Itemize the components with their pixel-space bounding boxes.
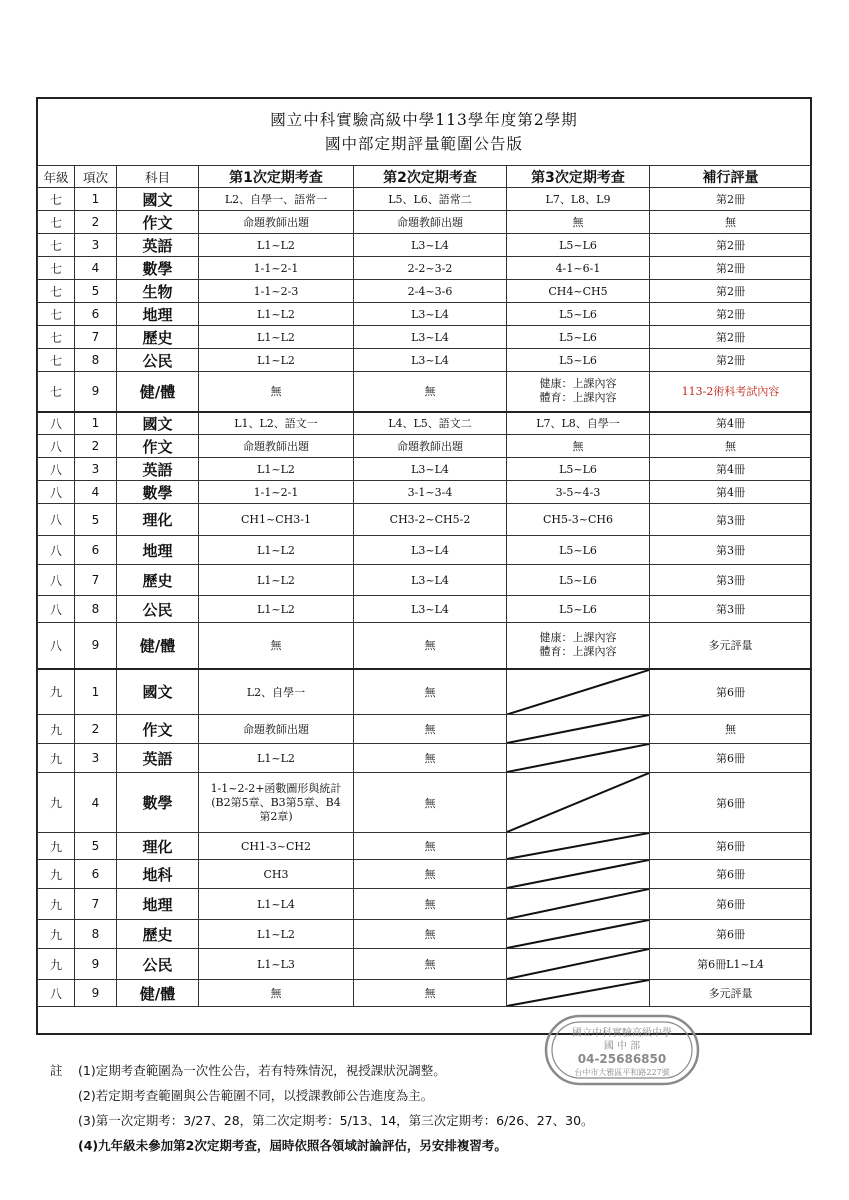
cell-exam-2: 無 bbox=[354, 715, 507, 744]
cell-item: 8 bbox=[75, 920, 117, 949]
table-row bbox=[38, 669, 812, 715]
cell-exam-3: L5~L6 bbox=[507, 536, 650, 565]
cell-grade: 八 bbox=[38, 536, 75, 565]
cell-grade: 八 bbox=[38, 980, 75, 1007]
cell-item: 3 bbox=[75, 458, 117, 481]
cell-grade: 八 bbox=[38, 435, 75, 458]
cell-exam-1-line: 第2章) bbox=[259, 809, 293, 823]
note-4: (4)九年級未參加第2次定期考查，屆時依照各領域討論評估，另安排複習考。 bbox=[78, 1138, 507, 1153]
cell-exam-3: L5~L6 bbox=[507, 596, 650, 623]
table-row bbox=[38, 211, 812, 234]
cell-exam-2: CH3-2~CH5-2 bbox=[354, 504, 507, 536]
cell-subject: 數學 bbox=[117, 773, 199, 833]
table-row bbox=[38, 303, 812, 326]
cell-exam-1-line: (B2第5章、B3第5章、B4 bbox=[211, 795, 341, 809]
cell-exam-1: CH1-3~CH2 bbox=[199, 833, 354, 860]
cell-grade: 八 bbox=[38, 481, 75, 504]
cell-makeup: 第3冊 bbox=[650, 536, 812, 565]
cell-exam-1: L1~L4 bbox=[199, 889, 354, 920]
cell-exam-2: L3~L4 bbox=[354, 565, 507, 596]
cell-exam-1: 1-1~2-3 bbox=[199, 280, 354, 303]
header-grade: 年級 bbox=[38, 166, 75, 188]
table-row bbox=[38, 920, 812, 949]
cell-subject: 理化 bbox=[117, 833, 199, 860]
cell-exam-2: 命題教師出題 bbox=[354, 211, 507, 234]
cell-exam-3: L5~L6 bbox=[507, 458, 650, 481]
table-row bbox=[38, 744, 812, 773]
cell-item: 4 bbox=[75, 257, 117, 280]
cell-exam-3: L5~L6 bbox=[507, 349, 650, 372]
table-row bbox=[38, 349, 812, 372]
table-row bbox=[38, 435, 812, 458]
cell-grade: 八 bbox=[38, 565, 75, 596]
cell-item: 5 bbox=[75, 280, 117, 303]
cell-item: 1 bbox=[75, 412, 117, 435]
cell-exam-3: CH5-3~CH6 bbox=[507, 504, 650, 536]
header-row bbox=[38, 166, 812, 188]
cell-grade: 九 bbox=[38, 773, 75, 833]
cell-exam-1: L1~L2 bbox=[199, 744, 354, 773]
cell-exam-2: L3~L4 bbox=[354, 458, 507, 481]
cell-grade: 八 bbox=[38, 458, 75, 481]
cell-item: 1 bbox=[75, 669, 117, 715]
cell-makeup: 第2冊 bbox=[650, 280, 812, 303]
cell-grade: 九 bbox=[38, 860, 75, 889]
cell-subject: 歷史 bbox=[117, 565, 199, 596]
cell-makeup: 多元評量 bbox=[650, 980, 812, 1007]
cell-grade: 七 bbox=[38, 188, 75, 211]
cell-exam-1: L1~L2 bbox=[199, 458, 354, 481]
cell-item: 7 bbox=[75, 889, 117, 920]
table-row bbox=[38, 715, 812, 744]
cell-item: 1 bbox=[75, 188, 117, 211]
cell-item: 3 bbox=[75, 234, 117, 257]
cell-makeup: 第4冊 bbox=[650, 481, 812, 504]
cell-exam-3-slashed bbox=[507, 920, 650, 949]
cell-grade: 七 bbox=[38, 372, 75, 412]
cell-exam-1: L1~L2 bbox=[199, 234, 354, 257]
cell-exam-1: L2、自學一、語常一 bbox=[199, 188, 354, 211]
table-row bbox=[38, 326, 812, 349]
cell-exam-2: 無 bbox=[354, 623, 507, 669]
cell-exam-3-line: 體育：上課內容 bbox=[539, 645, 617, 659]
cell-exam-1: 1-1~2-1 bbox=[199, 481, 354, 504]
cell-exam-1: CH1~CH3-1 bbox=[199, 504, 354, 536]
cell-exam-3: 3-5~4-3 bbox=[507, 481, 650, 504]
cell-item: 2 bbox=[75, 715, 117, 744]
table-row bbox=[38, 188, 812, 211]
cell-exam-3: CH4~CH5 bbox=[507, 280, 650, 303]
cell-makeup: 第2冊 bbox=[650, 257, 812, 280]
cell-exam-3-slashed bbox=[507, 773, 650, 833]
cell-exam-1: 命題教師出題 bbox=[199, 435, 354, 458]
table-row bbox=[38, 536, 812, 565]
page-title bbox=[38, 99, 810, 165]
cell-subject: 作文 bbox=[117, 715, 199, 744]
table-row bbox=[38, 773, 812, 833]
cell-item: 3 bbox=[75, 744, 117, 773]
cell-exam-1: 無 bbox=[199, 623, 354, 669]
table-row bbox=[38, 833, 812, 860]
cell-exam-3 bbox=[507, 623, 650, 669]
cell-makeup: 無 bbox=[650, 211, 812, 234]
cell-exam-3: L7、L8、L9 bbox=[507, 188, 650, 211]
cell-grade: 八 bbox=[38, 623, 75, 669]
cell-subject: 健/體 bbox=[117, 372, 199, 412]
cell-grade: 九 bbox=[38, 920, 75, 949]
table-row bbox=[38, 280, 812, 303]
cell-exam-3-slashed bbox=[507, 889, 650, 920]
cell-exam-3: 4-1~6-1 bbox=[507, 257, 650, 280]
cell-exam-3: L5~L6 bbox=[507, 326, 650, 349]
cell-makeup: 第3冊 bbox=[650, 565, 812, 596]
cell-exam-2: L4、L5、語文二 bbox=[354, 412, 507, 435]
cell-subject: 地理 bbox=[117, 889, 199, 920]
cell-exam-1: L1~L2 bbox=[199, 303, 354, 326]
cell-exam-1: 命題教師出題 bbox=[199, 715, 354, 744]
stamp-bottom: 台中市大雅區平和路227號 bbox=[574, 1068, 670, 1077]
cell-subject: 國文 bbox=[117, 188, 199, 211]
cell-subject: 公民 bbox=[117, 349, 199, 372]
table-row bbox=[38, 458, 812, 481]
cell-exam-2: L3~L4 bbox=[354, 536, 507, 565]
cell-exam-2: 2-2~3-2 bbox=[354, 257, 507, 280]
cell-subject: 健/體 bbox=[117, 980, 199, 1007]
cell-exam-3-slashed bbox=[507, 669, 650, 715]
cell-subject: 地理 bbox=[117, 303, 199, 326]
cell-subject: 健/體 bbox=[117, 623, 199, 669]
cell-item: 4 bbox=[75, 773, 117, 833]
cell-item: 9 bbox=[75, 623, 117, 669]
header-subject: 科目 bbox=[117, 166, 199, 188]
cell-exam-3-slashed bbox=[507, 833, 650, 860]
cell-grade: 八 bbox=[38, 596, 75, 623]
cell-subject: 作文 bbox=[117, 435, 199, 458]
cell-exam-2: 無 bbox=[354, 889, 507, 920]
cell-exam-3: L5~L6 bbox=[507, 303, 650, 326]
cell-exam-3-line: 健康：上課內容 bbox=[539, 631, 617, 645]
cell-makeup: 第2冊 bbox=[650, 349, 812, 372]
stamp-top: 國立中科實驗高級中學 bbox=[572, 1028, 672, 1039]
cell-item: 9 bbox=[75, 372, 117, 412]
cell-makeup: 第6冊 bbox=[650, 889, 812, 920]
cell-subject: 英語 bbox=[117, 744, 199, 773]
cell-grade: 九 bbox=[38, 833, 75, 860]
cell-exam-2: 3-1~3-4 bbox=[354, 481, 507, 504]
notes-label: 註 bbox=[50, 1063, 63, 1078]
cell-exam-2: 無 bbox=[354, 860, 507, 889]
header-exam-1: 第1次定期考查 bbox=[199, 166, 354, 188]
table-row bbox=[38, 504, 812, 536]
cell-exam-1: 命題教師出題 bbox=[199, 211, 354, 234]
cell-makeup: 第3冊 bbox=[650, 596, 812, 623]
cell-makeup: 第6冊 bbox=[650, 773, 812, 833]
table-row bbox=[38, 412, 812, 435]
cell-exam-2: L3~L4 bbox=[354, 303, 507, 326]
cell-grade: 七 bbox=[38, 303, 75, 326]
cell-grade: 七 bbox=[38, 211, 75, 234]
note-3: (3)第一次定期考：3/27、28，第二次定期考：5/13、14，第三次定期考：6/26、27、30。 bbox=[78, 1113, 594, 1128]
header-item: 項次 bbox=[75, 166, 117, 188]
cell-item: 6 bbox=[75, 860, 117, 889]
cell-makeup: 無 bbox=[650, 715, 812, 744]
cell-makeup: 第4冊 bbox=[650, 412, 812, 435]
title-line-2: 國中部定期評量範圍公告版 bbox=[324, 135, 523, 153]
cell-grade: 九 bbox=[38, 715, 75, 744]
cell-exam-3-slashed bbox=[507, 860, 650, 889]
cell-makeup: 第6冊 bbox=[650, 669, 812, 715]
cell-exam-1: CH3 bbox=[199, 860, 354, 889]
cell-exam-1 bbox=[199, 773, 354, 833]
title-line-1: 國立中科實驗高級中學113學年度第2學期 bbox=[270, 111, 578, 129]
cell-exam-2: 無 bbox=[354, 669, 507, 715]
cell-subject: 國文 bbox=[117, 669, 199, 715]
cell-exam-3: 無 bbox=[507, 211, 650, 234]
header-exam-3: 第3次定期考查 bbox=[507, 166, 650, 188]
cell-exam-2: 無 bbox=[354, 773, 507, 833]
header-exam-2: 第2次定期考查 bbox=[354, 166, 507, 188]
cell-exam-2: 無 bbox=[354, 920, 507, 949]
table-row bbox=[38, 257, 812, 280]
table-row bbox=[38, 623, 812, 669]
table-row bbox=[38, 565, 812, 596]
cell-exam-2: 無 bbox=[354, 372, 507, 412]
cell-makeup: 無 bbox=[650, 435, 812, 458]
cell-grade: 九 bbox=[38, 949, 75, 980]
table-row bbox=[38, 949, 812, 980]
cell-exam-1: L1、L2、語文一 bbox=[199, 412, 354, 435]
cell-subject: 地理 bbox=[117, 536, 199, 565]
cell-makeup: 第3冊 bbox=[650, 504, 812, 536]
cell-exam-1: 無 bbox=[199, 980, 354, 1007]
cell-item: 2 bbox=[75, 435, 117, 458]
cell-subject: 英語 bbox=[117, 458, 199, 481]
cell-grade: 七 bbox=[38, 234, 75, 257]
cell-grade: 七 bbox=[38, 326, 75, 349]
cell-exam-2: 無 bbox=[354, 744, 507, 773]
cell-exam-3-slashed bbox=[507, 744, 650, 773]
cell-exam-1: L1~L2 bbox=[199, 536, 354, 565]
cell-exam-1: L2、自學一 bbox=[199, 669, 354, 715]
stamp-dept: 國 中 部 bbox=[603, 1041, 641, 1052]
cell-exam-2: L3~L4 bbox=[354, 326, 507, 349]
cell-exam-3-line: 體育：上課內容 bbox=[539, 391, 617, 405]
table-row bbox=[38, 980, 812, 1007]
cell-exam-2: 無 bbox=[354, 833, 507, 860]
cell-exam-1: L1~L2 bbox=[199, 349, 354, 372]
cell-exam-2: L5、L6、語常二 bbox=[354, 188, 507, 211]
cell-grade: 九 bbox=[38, 744, 75, 773]
cell-grade: 七 bbox=[38, 257, 75, 280]
table-row bbox=[38, 596, 812, 623]
cell-subject: 數學 bbox=[117, 257, 199, 280]
cell-exam-2: L3~L4 bbox=[354, 596, 507, 623]
cell-item: 5 bbox=[75, 504, 117, 536]
cell-makeup: 第6冊L1~L4 bbox=[650, 949, 812, 980]
cell-exam-1-line: 1-1~2-2+函數圖形與統計 bbox=[210, 781, 342, 795]
cell-exam-2: 無 bbox=[354, 949, 507, 980]
cell-grade: 九 bbox=[38, 889, 75, 920]
cell-makeup: 第2冊 bbox=[650, 234, 812, 257]
cell-subject: 生物 bbox=[117, 280, 199, 303]
table-row bbox=[38, 234, 812, 257]
cell-makeup: 第6冊 bbox=[650, 860, 812, 889]
cell-subject: 英語 bbox=[117, 234, 199, 257]
cell-exam-3: L5~L6 bbox=[507, 234, 650, 257]
cell-exam-3-line: 健康：上課內容 bbox=[539, 377, 617, 391]
header-makeup: 補行評量 bbox=[650, 166, 812, 188]
table-row bbox=[38, 889, 812, 920]
school-seal-stamp bbox=[542, 1012, 702, 1088]
cell-subject: 理化 bbox=[117, 504, 199, 536]
cell-item: 2 bbox=[75, 211, 117, 234]
cell-exam-3: L7、L8、自學一 bbox=[507, 412, 650, 435]
cell-subject: 地科 bbox=[117, 860, 199, 889]
cell-subject: 歷史 bbox=[117, 920, 199, 949]
table-row bbox=[38, 860, 812, 889]
cell-item: 8 bbox=[75, 349, 117, 372]
cell-item: 4 bbox=[75, 481, 117, 504]
cell-exam-3: 無 bbox=[507, 435, 650, 458]
note-2: (2)若定期考查範圍與公告範圍不同，以授課教師公告進度為主。 bbox=[78, 1088, 434, 1103]
cell-makeup: 第6冊 bbox=[650, 744, 812, 773]
cell-exam-2: L3~L4 bbox=[354, 234, 507, 257]
table-row bbox=[38, 481, 812, 504]
cell-makeup: 113-2術科考試內容 bbox=[650, 372, 812, 412]
cell-makeup: 多元評量 bbox=[650, 623, 812, 669]
notes bbox=[50, 1058, 594, 1158]
cell-item: 6 bbox=[75, 303, 117, 326]
cell-item: 5 bbox=[75, 833, 117, 860]
cell-makeup: 第6冊 bbox=[650, 833, 812, 860]
cell-exam-1: 無 bbox=[199, 372, 354, 412]
cell-exam-2: L3~L4 bbox=[354, 349, 507, 372]
cell-exam-3-slashed bbox=[507, 980, 650, 1007]
cell-makeup: 第2冊 bbox=[650, 326, 812, 349]
cell-grade: 九 bbox=[38, 669, 75, 715]
note-1: (1)定期考查範圍為一次性公告，若有特殊情況，視授課狀況調整。 bbox=[78, 1063, 446, 1078]
cell-exam-2: 命題教師出題 bbox=[354, 435, 507, 458]
cell-grade: 八 bbox=[38, 412, 75, 435]
cell-exam-1: L1~L2 bbox=[199, 920, 354, 949]
cell-item: 7 bbox=[75, 326, 117, 349]
cell-subject: 公民 bbox=[117, 949, 199, 980]
cell-item: 6 bbox=[75, 536, 117, 565]
cell-exam-1: L1~L2 bbox=[199, 326, 354, 349]
cell-exam-1: L1~L2 bbox=[199, 565, 354, 596]
cell-grade: 七 bbox=[38, 349, 75, 372]
stamp-phone: 04-25686850 bbox=[577, 1052, 667, 1066]
cell-exam-3-slashed bbox=[507, 715, 650, 744]
cell-makeup: 第2冊 bbox=[650, 188, 812, 211]
cell-item: 9 bbox=[75, 949, 117, 980]
exam-scope-table bbox=[37, 165, 812, 1007]
cell-exam-1: L1~L2 bbox=[199, 596, 354, 623]
cell-grade: 八 bbox=[38, 504, 75, 536]
cell-subject: 歷史 bbox=[117, 326, 199, 349]
cell-makeup: 第4冊 bbox=[650, 458, 812, 481]
cell-exam-3: L5~L6 bbox=[507, 565, 650, 596]
cell-grade: 七 bbox=[38, 280, 75, 303]
cell-makeup: 第6冊 bbox=[650, 920, 812, 949]
cell-subject: 國文 bbox=[117, 412, 199, 435]
cell-exam-1: 1-1~2-1 bbox=[199, 257, 354, 280]
cell-exam-2: 無 bbox=[354, 980, 507, 1007]
cell-item: 8 bbox=[75, 596, 117, 623]
cell-exam-3 bbox=[507, 372, 650, 412]
cell-makeup: 第2冊 bbox=[650, 303, 812, 326]
cell-item: 9 bbox=[75, 980, 117, 1007]
table-row bbox=[38, 372, 812, 412]
cell-exam-2: 2-4~3-6 bbox=[354, 280, 507, 303]
cell-subject: 公民 bbox=[117, 596, 199, 623]
cell-exam-3-slashed bbox=[507, 949, 650, 980]
cell-subject: 數學 bbox=[117, 481, 199, 504]
cell-item: 7 bbox=[75, 565, 117, 596]
cell-exam-1: L1~L3 bbox=[199, 949, 354, 980]
cell-subject: 作文 bbox=[117, 211, 199, 234]
